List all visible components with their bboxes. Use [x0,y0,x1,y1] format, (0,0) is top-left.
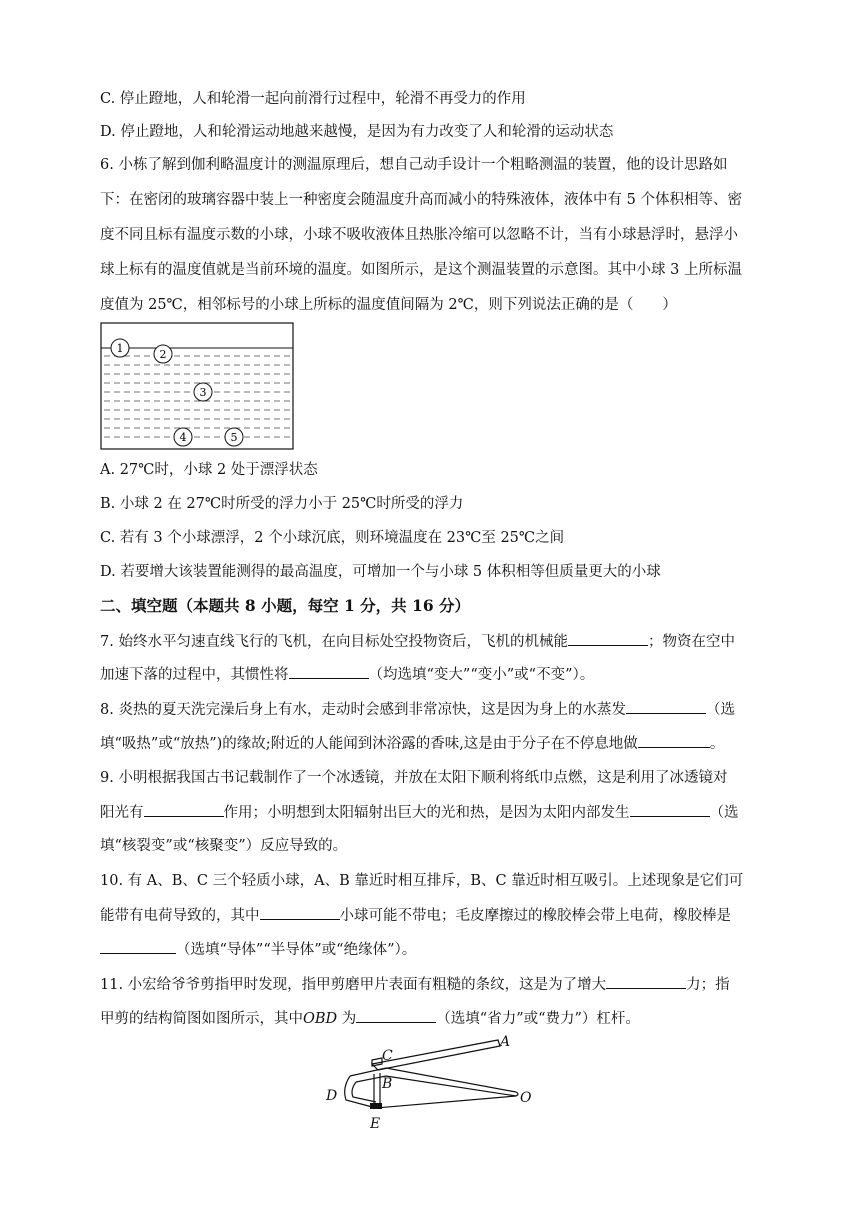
option-b: B. 小球 2 在 27℃时所受的浮力小于 25℃时所受的浮力 [100,496,464,512]
q6-line-3: 度不同且标有温度示数的小球，小球不吸收液体且热胀冷缩可以忽略不计，当有小球悬浮时，悬浮小 [100,227,738,243]
ball-3-label: 3 [199,386,207,399]
q11-text-c: 甲剪的结构简图如图所示，其中 [100,1011,303,1027]
q10-line-3 [100,939,416,960]
q6-line-1: 6. 小栋了解到伽利略温度计的测温原理后，想自己动手设计一个粗略测温的装置，他的设计思路如 [100,157,728,173]
ball-2 [154,345,172,363]
q10-text-c: 小球可能不带电；毛皮摩擦过的橡胶棒会带上电荷，橡胶棒是 [339,908,731,924]
q7-text-a: 7. 始终水平匀速直线飞行的飞机，在向目标处空投物资后，飞机的机械能 [100,634,568,650]
ball-4 [174,428,192,446]
option-d-prev: D. 停止蹬地，人和轮滑运动地越来越慢，是因为有力改变了人和轮滑的运动状态 [100,124,614,140]
q6-line-5: 度值为 25℃，相邻标号的小球上所标的温度值间隔为 2℃，则下列说法正确的是（ ） [100,297,677,313]
q8-text-d: 。 [709,736,725,752]
q11-blank-2 [356,1008,436,1023]
q8-blank-2 [638,733,710,748]
q10-blank-2 [100,939,176,954]
ball-3 [194,383,212,401]
option-a: A. 27℃时，小球 2 处于漂浮状态 [100,462,318,478]
q7-blank-1 [568,631,648,646]
label-c: C [382,1048,393,1064]
option-c: C. 若有 3 个小球漂浮，2 个小球沉底，则环境温度在 23℃至 25℃之间 [100,530,565,546]
q9-blank-1 [144,802,224,817]
pad-e [370,1103,382,1109]
thermometer-diagram [100,322,296,452]
ball-2-label: 2 [159,348,167,361]
option-d: D. 若要增大该装置能测得的最高温度，可增加一个与小球 5 体积相等但质量更大的小球 [100,564,661,580]
q9-text-b: 阳光有 [100,805,144,821]
q11-text-f: （选填“省力”或“费力”）杠杆。 [436,1011,640,1027]
q10-blank-1 [260,905,340,920]
label-a: A [500,1034,511,1050]
label-o: O [520,1090,532,1106]
q8-text-a: 8. 炎热的夏天洗完澡后身上有水，走动时会感到非常凉快，这是因为身上的水蒸发 [100,702,626,718]
q9-text-d: （选 [709,805,739,821]
clipper-outline [345,1040,518,1108]
ball-5-label: 5 [230,431,238,444]
q7-text-c: 加速下落的过程中，其惯性将 [100,667,289,683]
ball-5 [225,428,243,446]
q10-line-1: 10. 有 A、B、C 三个轻质小球，A、B 靠近时相互排斥，B、C 靠近时相互吸引。上述现象是它们可 [100,873,744,889]
q9-blank-2 [630,802,710,817]
q10-line-2 [100,905,731,926]
label-e: E [370,1116,381,1132]
q10-text-d: （选填“导体”“半导体”或“绝缘体”）。 [176,942,417,958]
ball-1-label: 1 [116,342,124,355]
q11-line-2 [100,1008,640,1029]
q9-line-1: 9. 小明根据我国古书记载制作了一个冰透镜，并放在太阳下顺利将纸巾点燃，这是利用了冰透镜对 [100,770,728,786]
q8-blank-1 [626,699,706,714]
label-b: B [382,1076,393,1092]
q11-text-obd: OBD [303,1011,338,1027]
q7-line-2 [100,664,594,685]
q7-blank-2 [289,664,369,679]
q8-text-b: （选 [705,702,735,718]
q11-blank-1 [606,974,686,989]
q9-line-3: 填“核裂变”或“核聚变”）反应导致的。 [100,838,348,854]
q9-text-c: 作用；小明想到太阳辐射出巨大的光和热，是因为太阳内部发生 [223,805,630,821]
section-heading: 二、填空题（本题共 8 小题，每空 1 分，共 16 分） [100,596,471,615]
q8-text-c: 填“吸热”或“放热”)的缘故;附近的人能闻到沐浴露的香味,这是由于分子在不停息地做 [100,736,638,752]
q7-text-d: （均选填“变大”“变小”或“不变”）。 [368,667,595,683]
ball-4-label: 4 [179,431,187,444]
q7-line-1 [100,631,735,652]
q9-line-2 [100,802,739,823]
q11-line-1 [100,974,730,995]
nail-clipper-diagram [320,1030,540,1140]
q7-text-b: ；物资在空中 [647,634,735,650]
q10-text-b: 能带有电荷导致的，其中 [100,908,260,924]
q11-text-a: 11. 小宏给爷爷剪指甲时发现，指甲剪磨甲片表面有粗糙的条纹，这是为了增大 [100,977,607,993]
option-c-prev: C. 停止蹬地，人和轮滑一起向前滑行过程中，轮滑不再受力的作用 [100,91,526,107]
q11-text-e: 为 [337,1011,357,1027]
ball-1 [111,339,129,357]
q6-line-2: 下：在密闭的玻璃容器中装上一种密度会随温度升高而减小的特殊液体，液体中有 5 个体积相等、密 [100,192,742,208]
q6-line-4: 球上标有的温度值就是当前环境的温度。如图所示，是这个测温装置的示意图。其中小球 3 上所标温 [100,262,742,278]
q8-line-1 [100,699,735,720]
q11-text-b: 力；指 [686,977,730,993]
q8-line-2 [100,733,724,754]
label-d: D [326,1088,338,1104]
